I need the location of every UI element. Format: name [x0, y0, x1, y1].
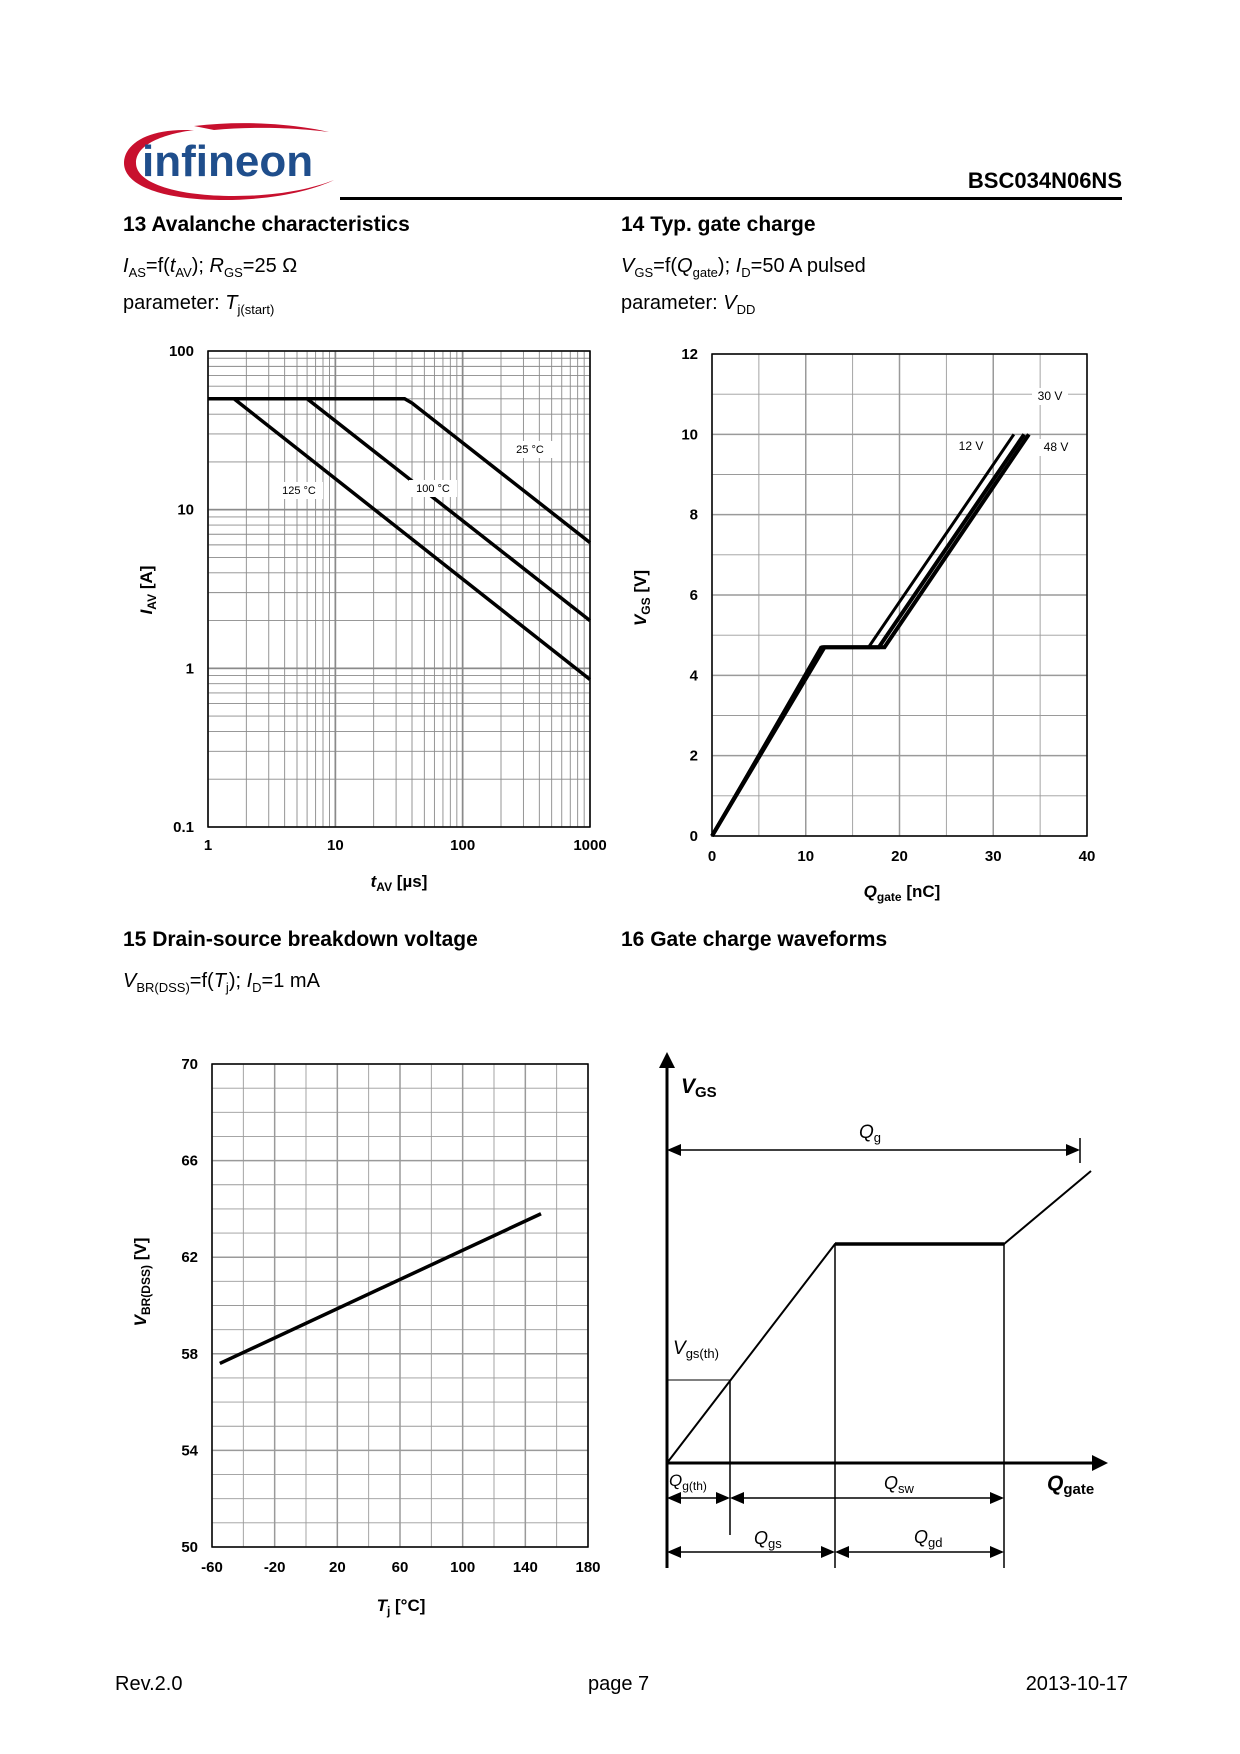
gate-charge-series-label: 30 V	[1037, 389, 1063, 403]
waveform-y-axis-label	[681, 1075, 717, 1101]
f-sym: I	[246, 970, 253, 992]
avalanche-y-label-symbol: I	[137, 609, 156, 615]
gate-charge-x-label	[864, 882, 941, 904]
avalanche-series-label: 100 °C	[416, 483, 450, 495]
f-sub: j	[225, 980, 229, 995]
breakdown-y-tick: 70	[181, 1056, 198, 1073]
footer-revision: Rev.2.0	[115, 1673, 183, 1695]
gate-charge-x-tick: 0	[707, 848, 717, 865]
logo-text: infineon	[142, 137, 314, 186]
breakdown-x-tick: 20	[328, 1559, 346, 1576]
f-sub: GS	[634, 265, 654, 280]
waveform-vgsth-label-subscript: gs(th)	[685, 1346, 719, 1361]
f-sym: T	[213, 970, 226, 992]
waveform-diagram	[659, 1052, 1108, 1568]
gate-charge-y-label-symbol: V	[631, 614, 650, 627]
f-text: =f(	[653, 255, 678, 277]
waveform-qgth-label-symbol: Q	[669, 1471, 683, 1490]
breakdown-series-line	[220, 1214, 541, 1364]
waveform-qsw-label-subscript: sw	[898, 1481, 914, 1496]
f-text: =1 mA	[261, 970, 320, 992]
avalanche-y-tick: 1	[185, 660, 194, 678]
waveform-qgd-arrow-head-left	[835, 1546, 849, 1558]
waveform-qg-label-symbol: Q	[859, 1122, 874, 1143]
breakdown-chart	[131, 1056, 601, 1618]
section-16-title: 16 Gate charge waveforms	[621, 928, 888, 951]
gate-charge-chart	[631, 346, 1095, 904]
breakdown-y-tick: 54	[181, 1442, 198, 1460]
f-sub: D	[741, 265, 751, 280]
avalanche-y-tick: 100	[168, 343, 194, 360]
gate-charge-x-label-subscript: gate	[876, 890, 902, 904]
waveform-qgd-label-subscript: gd	[928, 1535, 943, 1550]
breakdown-x-tick: 140	[512, 1559, 538, 1576]
footer-date: 2013-10-17	[1025, 1673, 1128, 1695]
param-sym: V	[723, 292, 737, 314]
avalanche-y-label	[137, 566, 159, 615]
breakdown-x-tick: 180	[575, 1559, 601, 1576]
gate-charge-series-label: 12 V	[958, 439, 984, 453]
f-sym: Q	[677, 255, 693, 277]
f-sym: I	[735, 255, 742, 277]
breakdown-x-tick: 60	[391, 1559, 409, 1576]
f-sym: R	[209, 255, 224, 277]
f-sub: gate	[692, 265, 718, 280]
param-label: parameter:	[123, 292, 226, 314]
gate-charge-y-tick: 8	[689, 506, 698, 524]
waveform-x-axis-label	[1047, 1472, 1094, 1498]
param-sym: T	[225, 292, 238, 314]
f-text: =50 A pulsed	[750, 255, 866, 277]
avalanche-y-tick: 0.1	[173, 819, 194, 836]
avalanche-x-label-unit: [µs]	[392, 872, 428, 891]
breakdown-y-label-unit: [V]	[131, 1237, 150, 1266]
gate-charge-x-label-unit: [nC]	[901, 882, 941, 901]
waveform-x-axis-label-symbol: Q	[1047, 1472, 1064, 1495]
avalanche-x-tick: 1000	[573, 837, 607, 854]
avalanche-chart	[137, 343, 607, 894]
gate-charge-x-label-symbol: Q	[863, 882, 877, 901]
avalanche-series-line	[208, 399, 590, 680]
waveform-qsw-label-symbol: Q	[884, 1473, 899, 1493]
f-text: );	[717, 255, 736, 277]
avalanche-x-label	[371, 872, 428, 894]
breakdown-y-label	[131, 1238, 153, 1327]
f-text: );	[228, 970, 247, 992]
gate-charge-y-label-unit: [V]	[631, 569, 650, 598]
breakdown-y-tick: 58	[181, 1345, 198, 1363]
breakdown-x-tick: -20	[263, 1559, 286, 1576]
f-text: =f(	[189, 970, 214, 992]
avalanche-y-label-subscript: AV	[145, 593, 159, 610]
breakdown-x-label-unit: [°C]	[390, 1596, 426, 1615]
waveform-qgs-arrow-head-right	[821, 1546, 835, 1558]
waveform-vgsth-label	[673, 1338, 719, 1361]
param-label: parameter:	[621, 292, 724, 314]
waveform-y-arrowhead	[659, 1052, 675, 1068]
waveform-y-axis-label-subscript: GS	[695, 1084, 717, 1101]
avalanche-x-tick: 100	[450, 837, 476, 854]
waveform-qg-label	[859, 1122, 881, 1145]
waveform-qg-label-subscript: g	[873, 1130, 882, 1145]
waveform-x-arrowhead	[1092, 1455, 1108, 1471]
waveform-qg-arrow-head-left	[667, 1144, 681, 1156]
waveform-qg-arrow-head-right	[1066, 1144, 1080, 1156]
avalanche-x-label-symbol: t	[370, 872, 377, 891]
breakdown-y-tick: 66	[181, 1152, 198, 1170]
f-sub: AV	[175, 265, 192, 280]
waveform-qgth-arrow-head-left	[667, 1492, 681, 1504]
waveform-qgd-label	[914, 1527, 942, 1550]
waveform-qsw-label	[884, 1473, 915, 1496]
waveform-vgsth-label-symbol: V	[673, 1338, 686, 1359]
avalanche-series-label: 25 °C	[516, 444, 544, 456]
breakdown-y-label-symbol: V	[131, 1315, 150, 1327]
avalanche-series-label: 125 °C	[282, 485, 316, 497]
section-13-title: 13 Avalanche characteristics	[123, 213, 410, 236]
gate-charge-x-tick: 20	[891, 848, 908, 865]
breakdown-grid	[212, 1064, 588, 1547]
param-sub: DD	[736, 302, 756, 317]
breakdown-y-tick: 50	[181, 1539, 198, 1556]
f-text: );	[191, 255, 210, 277]
gate-charge-y-label-subscript: GS	[639, 597, 653, 615]
avalanche-y-tick: 10	[177, 501, 194, 519]
part-number: BSC034N06NS	[967, 168, 1122, 193]
waveform-qgs-label-symbol: Q	[754, 1528, 769, 1548]
breakdown-y-tick: 62	[181, 1249, 198, 1267]
gate-charge-series-label: 48 V	[1043, 440, 1069, 454]
f-sym: V	[123, 970, 137, 992]
waveform-qgth-label	[669, 1471, 707, 1493]
waveform-qgs-label-subscript: gs	[768, 1536, 782, 1551]
f-sym: t	[169, 255, 176, 277]
gate-charge-y-label	[631, 570, 653, 626]
f-sub: AS	[128, 265, 146, 280]
gate-charge-x-tick: 40	[1078, 848, 1096, 865]
breakdown-x-label-symbol: T	[376, 1596, 387, 1615]
gate-charge-x-tick: 30	[984, 848, 1002, 865]
avalanche-x-tick: 10	[326, 837, 344, 854]
gate-charge-y-tick: 2	[689, 747, 698, 765]
f-sym: I	[123, 255, 129, 277]
section-15-title: 15 Drain-source breakdown voltage	[123, 928, 478, 951]
waveform-qgd-label-symbol: Q	[914, 1527, 929, 1547]
waveform-qgs-arrow-head-left	[667, 1546, 681, 1558]
breakdown-y-label-subscript: BR(DSS)	[139, 1265, 153, 1316]
waveform-qgd-arrow-head-right	[990, 1546, 1004, 1558]
f-text: =f(	[145, 255, 170, 277]
waveform-y-axis-label-symbol: V	[681, 1075, 696, 1098]
f-sym: V	[621, 255, 635, 277]
waveform-qsw-arrow-head-left	[730, 1492, 744, 1504]
gate-charge-x-tick: 10	[797, 848, 815, 865]
gate-charge-y-tick: 12	[681, 346, 698, 363]
gate-charge-y-tick: 0	[689, 828, 698, 845]
waveform-qsw-arrow-head-right	[990, 1492, 1004, 1504]
breakdown-x-tick: -60	[201, 1559, 223, 1576]
param-sub: j(start)	[237, 302, 275, 317]
gate-charge-y-tick: 4	[689, 667, 698, 685]
breakdown-x-label-subscript: j	[386, 1604, 391, 1618]
avalanche-x-label-subscript: AV	[376, 880, 393, 894]
waveform-qgth-label-subscript: g(th)	[682, 1479, 707, 1493]
waveform-qgs-label	[754, 1528, 782, 1551]
f-text: =25 Ω	[242, 255, 298, 277]
f-sub: BR(DSS)	[136, 980, 190, 995]
breakdown-x-tick: 100	[450, 1559, 476, 1576]
section-14-title: 14 Typ. gate charge	[621, 213, 816, 236]
avalanche-y-label-unit: [A]	[137, 565, 156, 594]
breakdown-x-label	[377, 1596, 426, 1618]
gate-charge-y-tick: 6	[689, 587, 698, 604]
footer-page: page 7	[588, 1673, 650, 1695]
f-sub: D	[252, 980, 262, 995]
waveform-qgth-arrow-head-right	[716, 1492, 730, 1504]
gate-charge-grid	[712, 354, 1087, 836]
avalanche-x-tick: 1	[203, 837, 213, 854]
waveform-x-axis-label-subscript: gate	[1063, 1481, 1095, 1498]
gate-charge-y-tick: 10	[681, 426, 698, 444]
f-sub: GS	[224, 265, 243, 280]
